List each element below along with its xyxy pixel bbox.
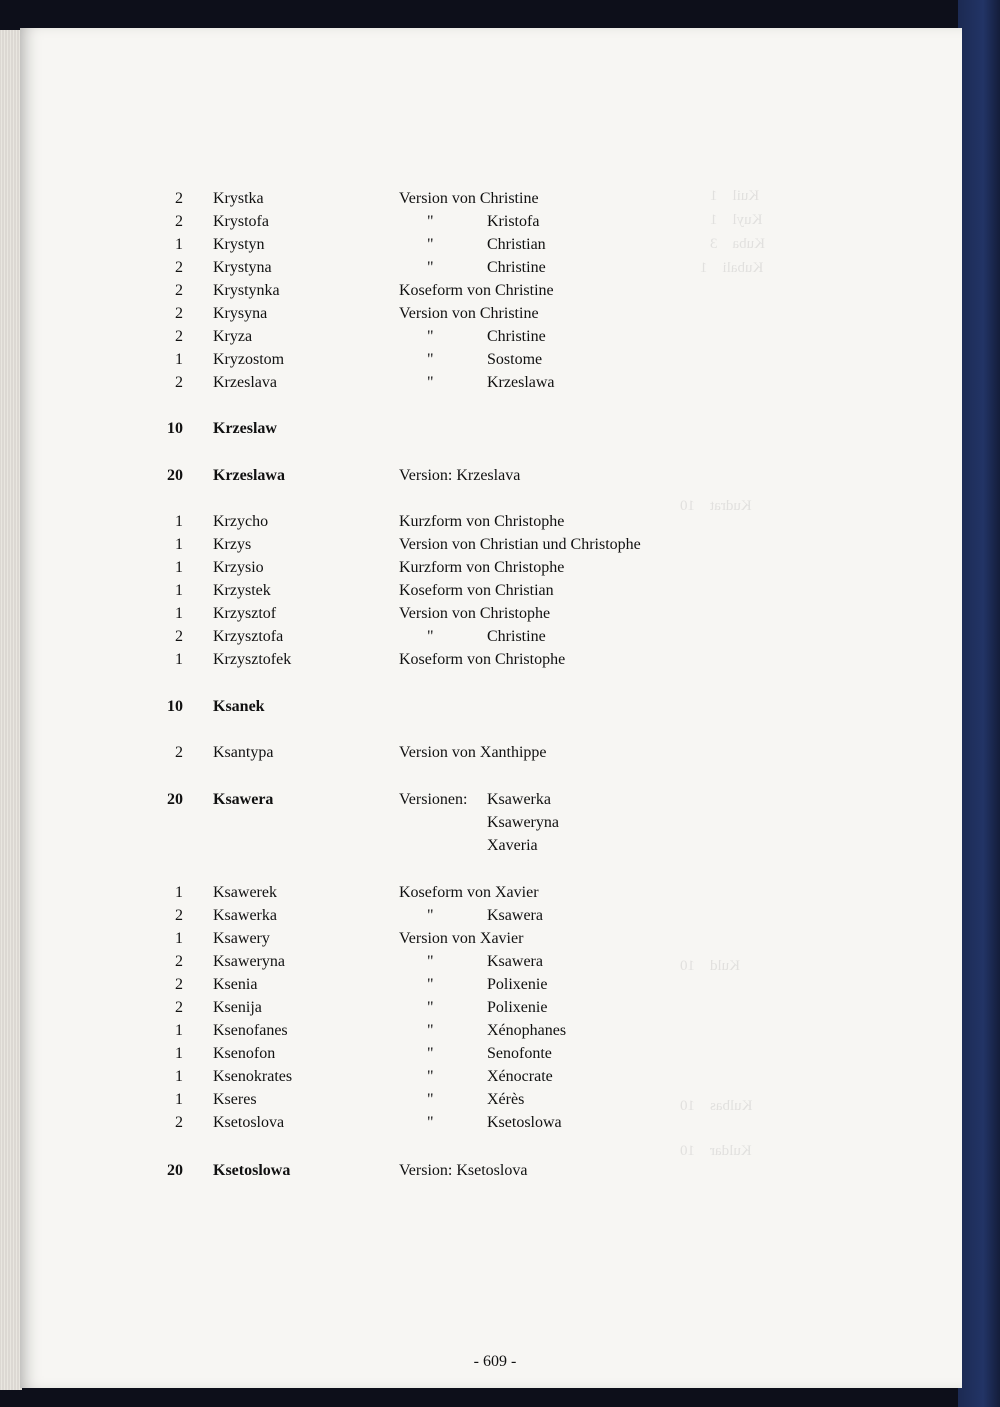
list-item xyxy=(0,907,960,929)
entry-count: 1 xyxy=(175,559,183,576)
entry-name: Krzeslava xyxy=(213,374,277,391)
list-item xyxy=(0,744,960,766)
ditto-mark: " xyxy=(427,236,434,253)
list-item xyxy=(0,213,960,235)
entry-description: Koseform von Xavier xyxy=(399,884,539,901)
list-item xyxy=(0,999,960,1021)
ditto-mark: " xyxy=(427,1114,434,1131)
entry-count: 2 xyxy=(175,976,183,993)
entry-reference: Sostome xyxy=(487,351,543,368)
entry-name: Krystyn xyxy=(213,236,265,253)
page-number: - 609 - xyxy=(473,1353,517,1370)
list-item xyxy=(0,328,960,350)
entry-reference: Senofonte xyxy=(487,1045,552,1062)
book-cover-edge xyxy=(958,0,1000,1407)
ditto-mark: " xyxy=(427,1045,434,1062)
entry-name: Ksawery xyxy=(213,930,270,947)
entry-name: Ksantypa xyxy=(213,744,274,761)
entry-reference: Ksaweryna xyxy=(487,814,559,831)
list-item xyxy=(0,1068,960,1090)
ditto-mark: " xyxy=(427,374,434,391)
ditto-mark: " xyxy=(427,999,434,1016)
entry-name: Krysyna xyxy=(213,305,268,322)
entry-description: Version von Christophe xyxy=(399,605,551,622)
entry-name: Krystynka xyxy=(213,282,280,299)
entry-count: 1 xyxy=(175,1045,183,1062)
entry-count: 2 xyxy=(175,305,183,322)
entry-name: Ksenija xyxy=(213,999,262,1016)
entry-count: 1 xyxy=(175,513,183,530)
list-item xyxy=(0,930,960,952)
ditto-mark: " xyxy=(427,628,434,645)
entry-name: Kryza xyxy=(213,328,253,345)
entry-name: Krzysio xyxy=(213,559,264,576)
bleed-through: Kuldar 10 xyxy=(680,1143,752,1159)
ditto-mark: " xyxy=(427,1091,434,1108)
list-item xyxy=(0,559,960,581)
entry-reference: Ksawera xyxy=(487,953,543,970)
ditto-mark: " xyxy=(427,976,434,993)
list-item xyxy=(0,374,960,396)
list-item xyxy=(0,791,960,813)
entry-description: Version: Ksetoslova xyxy=(399,1162,528,1179)
ditto-mark: " xyxy=(427,213,434,230)
list-item xyxy=(0,420,960,442)
list-item xyxy=(0,190,960,212)
entry-description: Version von Xanthippe xyxy=(399,744,547,761)
entry-reference: Xérès xyxy=(487,1091,525,1108)
list-item xyxy=(0,1114,960,1136)
entry-name: Krystyna xyxy=(213,259,272,276)
list-item xyxy=(0,351,960,373)
entry-count: 10 xyxy=(167,420,183,437)
list-item xyxy=(0,513,960,535)
entry-count: 2 xyxy=(175,744,183,761)
entry-count: 1 xyxy=(175,605,183,622)
ditto-mark: " xyxy=(427,1068,434,1085)
bleed-through: Kulbas 10 xyxy=(680,1098,753,1114)
entry-count: 1 xyxy=(175,1022,183,1039)
entry-description: Versionen: xyxy=(399,791,468,808)
list-item xyxy=(0,1091,960,1113)
entry-reference: Xaveria xyxy=(487,837,538,854)
entry-reference: Xénocrate xyxy=(487,1068,553,1085)
bleed-through: Kubali 1 xyxy=(700,260,764,276)
entry-count: 2 xyxy=(175,282,183,299)
entry-description: Koseform von Christian xyxy=(399,582,554,599)
list-item xyxy=(0,698,960,720)
entry-description: Kurzform von Christophe xyxy=(399,513,565,530)
entry-count: 1 xyxy=(175,536,183,553)
entry-description: Kurzform von Christophe xyxy=(399,559,565,576)
entry-name: Ksenokrates xyxy=(213,1068,293,1085)
entry-name: Ksawerka xyxy=(213,907,277,924)
list-item xyxy=(0,1022,960,1044)
entry-name: Ksawera xyxy=(213,791,274,808)
entry-count: 2 xyxy=(175,953,183,970)
entry-name: Ksaweryna xyxy=(213,953,285,970)
entry-count: 1 xyxy=(175,1091,183,1108)
entry-name: Kseres xyxy=(213,1091,257,1108)
list-item xyxy=(0,953,960,975)
entry-description: Version: Krzeslava xyxy=(399,467,521,484)
entry-count: 1 xyxy=(175,1068,183,1085)
entry-count: 2 xyxy=(175,328,183,345)
entry-name: Ksanek xyxy=(213,698,265,715)
entry-reference: Christine xyxy=(487,628,546,645)
entry-name: Krzeslawa xyxy=(213,467,285,484)
list-item xyxy=(0,651,960,673)
entry-name: Ksenia xyxy=(213,976,258,993)
entry-reference: Kristofa xyxy=(487,213,540,230)
entry-count: 20 xyxy=(167,467,183,484)
list-item xyxy=(0,976,960,998)
entry-name: Ksenofanes xyxy=(213,1022,288,1039)
list-item xyxy=(0,259,960,281)
entry-count: 2 xyxy=(175,1114,183,1131)
entry-name: Ksenofon xyxy=(213,1045,276,1062)
entry-count: 20 xyxy=(167,791,183,808)
list-item xyxy=(0,536,960,558)
entry-count: 2 xyxy=(175,999,183,1016)
entry-description: Version von Christine xyxy=(399,190,539,207)
ditto-mark: " xyxy=(427,907,434,924)
entry-name: Ksetoslowa xyxy=(213,1162,291,1179)
entry-count: 2 xyxy=(175,628,183,645)
bleed-through: Kuyl 1 xyxy=(710,212,763,228)
list-item xyxy=(0,282,960,304)
ditto-mark: " xyxy=(427,953,434,970)
entry-count: 2 xyxy=(175,213,183,230)
entry-count: 2 xyxy=(175,190,183,207)
entry-name: Kryzostom xyxy=(213,351,285,368)
entry-name: Ksawerek xyxy=(213,884,277,901)
list-item xyxy=(0,582,960,604)
entry-description: Koseform von Christophe xyxy=(399,651,566,668)
entry-reference: Polixenie xyxy=(487,976,548,993)
entry-reference: Krzeslawa xyxy=(487,374,555,391)
entry-reference: Ksetoslowa xyxy=(487,1114,562,1131)
entry-name: Krzysztof xyxy=(213,605,277,622)
entry-description: Version von Christian und Christophe xyxy=(399,536,641,553)
entry-count: 1 xyxy=(175,651,183,668)
entry-reference: Ksawerka xyxy=(487,791,551,808)
entry-count: 1 xyxy=(175,930,183,947)
entry-name: Krzys xyxy=(213,536,252,553)
list-item xyxy=(0,628,960,650)
entry-count: 10 xyxy=(167,698,183,715)
entry-name: Krystka xyxy=(213,190,264,207)
list-item xyxy=(0,814,960,836)
entry-count: 2 xyxy=(175,374,183,391)
entry-reference: Polixenie xyxy=(487,999,548,1016)
entry-name: Krzycho xyxy=(213,513,269,530)
entry-description: Koseform von Christine xyxy=(399,282,554,299)
list-item xyxy=(0,605,960,627)
bleed-through: Kudrat 10 xyxy=(680,498,752,514)
entry-name: Krystofa xyxy=(213,213,269,230)
entry-description: Version von Xavier xyxy=(399,930,524,947)
ditto-mark: " xyxy=(427,328,434,345)
list-item xyxy=(0,467,960,489)
bleed-through: Kuil 1 xyxy=(710,188,760,204)
entry-count: 1 xyxy=(175,582,183,599)
entry-reference: Christine xyxy=(487,259,546,276)
bleed-through: Kuba 3 xyxy=(710,236,765,252)
entry-name: Krzysztofa xyxy=(213,628,284,645)
entry-count: 20 xyxy=(167,1162,183,1179)
bleed-through: Kuld 10 xyxy=(680,958,740,974)
entry-name: Krzystek xyxy=(213,582,271,599)
ditto-mark: " xyxy=(427,1022,434,1039)
list-item xyxy=(0,236,960,258)
list-item xyxy=(0,1045,960,1067)
entry-count: 1 xyxy=(175,351,183,368)
entry-name: Krzeslaw xyxy=(213,420,277,437)
ditto-mark: " xyxy=(427,351,434,368)
list-item xyxy=(0,305,960,327)
entry-count: 2 xyxy=(175,259,183,276)
entry-reference: Christine xyxy=(487,328,546,345)
ditto-mark: " xyxy=(427,259,434,276)
entry-name: Ksetoslova xyxy=(213,1114,285,1131)
entry-reference: Ksawera xyxy=(487,907,543,924)
entry-count: 1 xyxy=(175,236,183,253)
entry-count: 1 xyxy=(175,884,183,901)
list-item xyxy=(0,1162,960,1184)
entry-description: Version von Christine xyxy=(399,305,539,322)
entry-count: 2 xyxy=(175,907,183,924)
list-item xyxy=(0,837,960,859)
list-item xyxy=(0,884,960,906)
entry-name: Krzysztofek xyxy=(213,651,292,668)
entry-reference: Christian xyxy=(487,236,546,253)
entry-reference: Xénophanes xyxy=(487,1022,567,1039)
